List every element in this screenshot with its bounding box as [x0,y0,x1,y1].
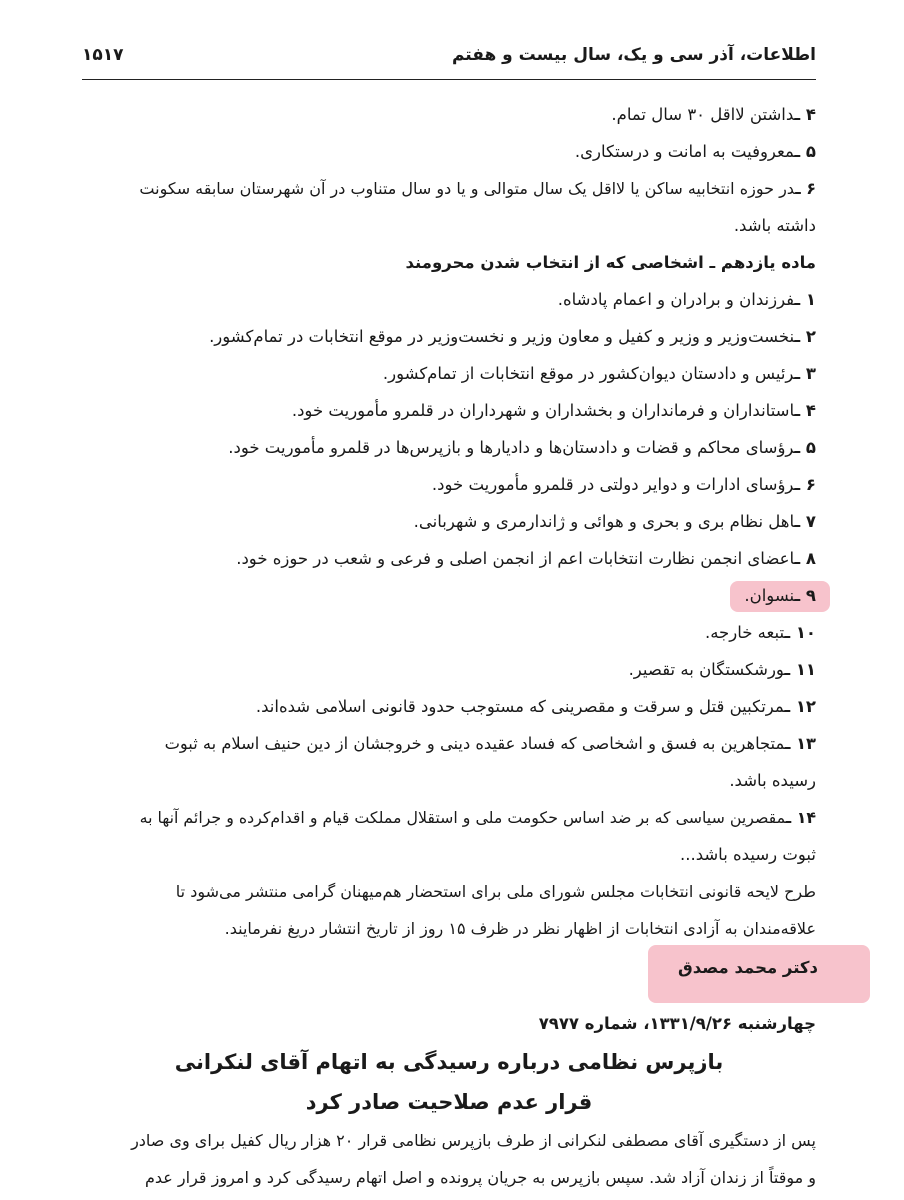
header-rule [82,79,816,80]
list-item: ۱ ـفرزندان و برادران و اعمام پادشاه. [557,290,816,309]
article-paragraph-line: پس از دستگیری آقای مصطفی لنکرانی از طرف بازپرس نظامی قرار ۲۰ هزار ریال کفیل برای وی صادر [131,1131,816,1150]
list-item: ۱۳ ـمتجاهرین به فسق و اشخاصی که فساد عقیده دینی و خروجشان از دین حنیف اسلام به ثبوت [164,734,816,753]
closing-paragraph-line: طرح لایحه قانونی انتخابات مجلس شورای ملی برای استحضار هم‌میهنان گرامی منتشر می‌شود تا [175,882,816,901]
highlight-mark: ۹ ـنسوان. [744,577,816,614]
document-body [82,96,816,1196]
page-number: ۱۵۱۷ [82,45,124,65]
list-item: ۲ ـنخست‌وزیر و وزیر و کفیل و معاون وزیر و نخست‌وزیر در موقع انتخابات در تمام‌کشور. [209,327,816,346]
list-item: ۱۰ ـتبعه خارجه. [704,623,816,642]
page-header [82,38,816,72]
signature: دکتر محمد مصدق [677,958,818,977]
list-item: ۴ ـاستانداران و فرمانداران و بخشداران و شهرداران در قلمرو مأموریت خود. [291,401,816,420]
article-paragraph-line: و موقتاً از زندان آزاد شد. سپس بازپرس به جریان پرونده و اصل اتهام رسیدگی کرد و امروز قرار عدم [144,1168,816,1187]
list-item: ۱۲ ـمرتکبین قتل و سرقت و مقصرینی که مستوجب حدود قانونی اسلامی شده‌اند. [255,697,816,716]
list-item-continuation: داشته باشد. [733,216,816,235]
list-item: ۵ ـمعروفیت به امانت و درستکاری. [574,142,816,161]
list-item: ۸ ـاعضای انجمن نظارت انتخابات اعم از انجمن اصلی و فرعی و شعب در حوزه خود. [236,549,816,568]
section-date: چهارشنبه ۱۳۳۱/۹/۲۶، شماره ۷۹۷۷ [538,1014,816,1033]
headline: بازپرس نظامی درباره رسیدگی به اتهام آقای لنکرانی [174,1050,724,1074]
signature-line [82,947,816,993]
list-item: ۱۱ ـورشکستگان به تقصیر. [628,660,816,679]
list-item-continuation: رسیده باشد. [729,771,816,790]
header-title: اطلاعات، آذر سی و یک، سال بیست و هفتم [451,45,816,65]
list-item-continuation: ثبوت رسیده باشد... [679,845,816,864]
article-title: ماده یازدهم ـ اشخاصی که از انتخاب شدن محرومند [405,253,816,272]
list-item: ۶ ـرؤسای ادارات و دوایر دولتی در قلمرو مأموریت خود. [431,475,816,494]
list-item: ۶ ـدر حوزه انتخابیه ساکن یا لااقل یک سال متوالی و یا دو سال متناوب در آن شهرستان سابقه سکونت [139,179,816,198]
list-item: ۴ ـداشتن لااقل ۳۰ سال تمام. [611,105,816,124]
list-item: ۵ ـرؤسای محاکم و قضات و دادستان‌ها و دادیارها و بازپرس‌ها در قلمرو مأموریت خود. [228,438,816,457]
list-item: ۳ ـرئیس و دادستان دیوان‌کشور در موقع انتخابات از تمام‌کشور. [382,364,816,383]
closing-paragraph-line: علاقه‌مندان به آزادی انتخابات از اظهار نظر در ظرف ۱۵ روز از تاریخ انتشار دریغ نفرمایند. [224,919,816,938]
list-item-highlighted [82,577,816,614]
highlight-mark [678,947,818,989]
list-item: ۷ ـاهل نظام بری و بحری و هوائی و ژاندارمری و شهربانی. [413,512,816,531]
list-item: ۱۴ ـمقصرین سیاسی که بر ضد اساس حکومت ملی و استقلال مملکت قیام و اقدام‌کرده و جرائم آنها به [139,808,816,827]
subheadline: قرار عدم صلاحیت صادر کرد [305,1090,593,1114]
